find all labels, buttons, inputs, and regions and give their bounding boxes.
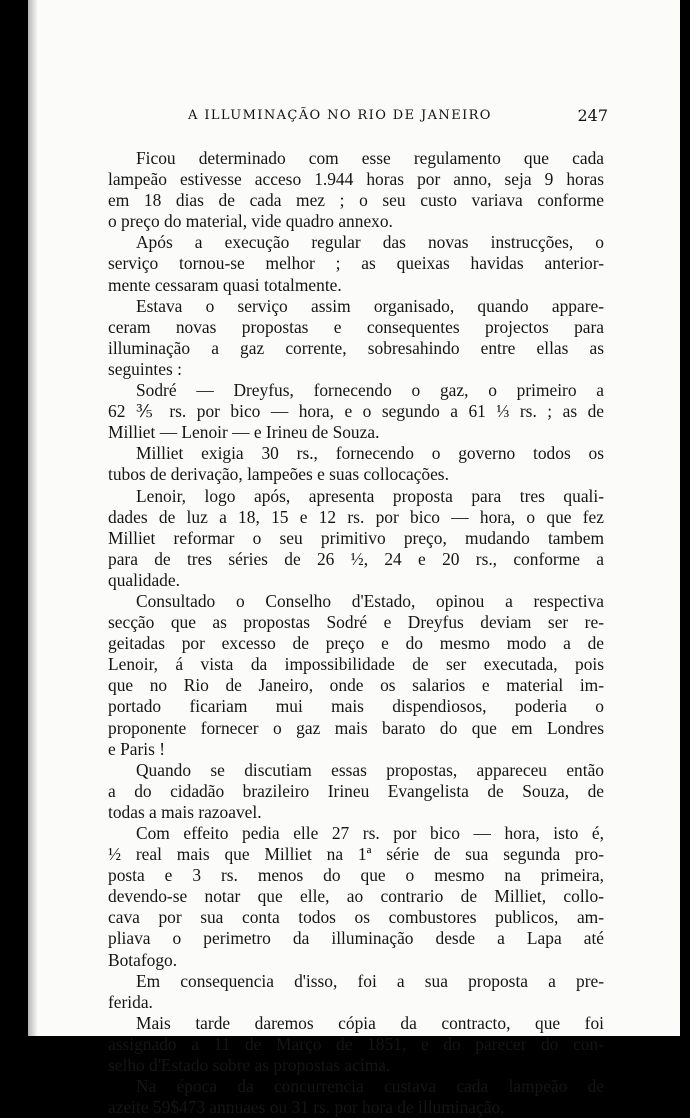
text-line: ceram novas propostas e consequentes projectos para xyxy=(108,316,604,337)
text-line: portado ficariam mui mais dispendiosos, poderia o xyxy=(108,696,604,717)
paragraph xyxy=(108,232,604,295)
text-line: pliava o perimetro da illuminação desde a Lapa até xyxy=(108,928,604,949)
text-line: que no Rio de Janeiro, onde os salarios e material im- xyxy=(108,675,604,696)
paragraph xyxy=(108,486,604,591)
text-line: lampeão estivesse acceso 1.944 horas por anno, seja 9 horas xyxy=(108,169,604,190)
text-line: posta e 3 rs. menos do que o mesmo na primeira, xyxy=(108,865,604,886)
running-title: A ILLUMINAÇÃO NO RIO DE JANEIRO xyxy=(188,108,492,123)
text-line: tubos de derivação, lampeões e suas collocações. xyxy=(108,464,449,485)
paragraph xyxy=(108,443,604,485)
paragraph xyxy=(108,760,604,823)
text-line: illuminação a gaz corrente, sobresahindo entre ellas as xyxy=(108,337,604,358)
paragraph xyxy=(108,148,604,232)
text-line: em 18 dias de cada mez ; o seu custo variava conforme xyxy=(108,190,604,211)
text-line: para de tres séries de 26 ½, 24 e 20 rs., conforme a xyxy=(108,548,604,569)
text-line: a do cidadão brazileiro Irineu Evangelista de Souza, de xyxy=(108,780,604,801)
text-line: Com effeito pedia elle 27 rs. por bico — hora, isto é, xyxy=(136,823,604,843)
text-line: Milliet reformar o seu primitivo preço, mudando tambem xyxy=(108,527,604,548)
text-line: o preço do material, vide quadro annexo. xyxy=(108,211,393,232)
paragraph xyxy=(108,296,604,380)
text-line: proponente fornecer o gaz mais barato do que em Londres xyxy=(108,717,604,738)
text-line: geitadas por excesso de preço e do mesmo modo a de xyxy=(108,633,604,654)
paragraph xyxy=(108,1013,604,1076)
text-line: seguintes : xyxy=(108,358,182,379)
paragraph xyxy=(108,1076,604,1118)
text-line: secção que as propostas Sodré e Dreyfus deviam ser re- xyxy=(108,612,604,633)
text-line: Consultado o Conselho d'Estado, opinou a respectiva xyxy=(136,590,604,611)
text-line: Na época da concurrencia custava cada lampeão de xyxy=(136,1076,604,1097)
text-line: cava por sua conta todos os combustores publicos, am- xyxy=(108,907,604,928)
text-line: serviço tornou-se melhor ; as queixas havidas anterior- xyxy=(108,253,604,274)
book-page xyxy=(28,0,680,1118)
text-line: ½ real mais que Milliet na 1ª série de sua segunda pro- xyxy=(108,844,604,865)
text-line: Botafogo. xyxy=(108,949,178,970)
text-line: assignado a 11 de Março de 1851, e do parecer do con- xyxy=(108,1033,604,1054)
paragraph xyxy=(108,823,604,971)
paragraph xyxy=(108,380,604,443)
text-line: Lenoir, logo após, apresenta proposta para tres quali- xyxy=(136,485,604,506)
paragraph xyxy=(108,971,604,1013)
text-line: Estava o serviço assim organisado, quando appare- xyxy=(136,295,604,316)
text-line: Após a execução regular das novas instrucções, o xyxy=(136,232,604,253)
text-line: selho d'Estado sobre as propostas acima. xyxy=(108,1055,391,1076)
text-line: Mais tarde daremos cópia da contracto, que foi xyxy=(136,1012,604,1033)
text-line: devendo-se notar que elle, ao contrario de Milliet, collo- xyxy=(108,886,604,907)
text-line: Sodré — Dreyfus, fornecendo o gaz, o primeiro a xyxy=(136,380,604,401)
text-line: Ficou determinado com esse regulamento que cada xyxy=(136,148,604,168)
text-line: dades de luz a 18, 15 e 12 rs. por bico — hora, o que fez xyxy=(108,506,604,527)
text-line: todas a mais razoavel. xyxy=(108,801,262,822)
text-line: azeite 59$473 annuaes ou 31 rs. por hora de illuminação, xyxy=(108,1097,505,1118)
text-line: e Paris ! xyxy=(108,738,165,759)
body-text xyxy=(108,148,604,1118)
text-line: qualidade. xyxy=(108,569,180,590)
page-number: 247 xyxy=(577,106,608,125)
paragraph xyxy=(108,591,604,760)
text-line: Em consequencia d'isso, foi a sua proposta a pre- xyxy=(136,970,604,991)
text-line: Milliet exigia 30 rs., fornecendo o governo todos os xyxy=(136,443,604,464)
text-line: ferida. xyxy=(108,991,153,1012)
text-line: Quando se discutiam essas propostas, appareceu então xyxy=(136,759,604,780)
text-line: Lenoir, á vista da impossibilidade de ser executada, pois xyxy=(108,654,604,675)
text-line: mente cessaram quasi totalmente. xyxy=(108,274,342,295)
text-line: Milliet — Lenoir — e Irineu de Souza. xyxy=(108,422,380,443)
text-line: 62 ⅗ rs. por bico — hora, e o segundo a 61 ⅓ rs. ; as de xyxy=(108,401,604,422)
